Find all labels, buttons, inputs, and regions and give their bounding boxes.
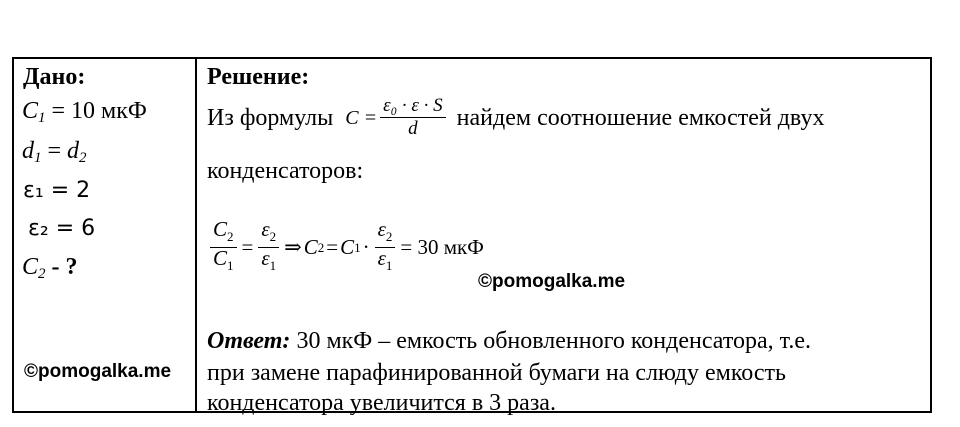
c2-unknown: - ?	[45, 254, 78, 280]
d2-symbol: d	[67, 138, 80, 164]
given-eps1: ε₁ = 2	[23, 178, 91, 203]
capacitance-formula-denominator: d	[408, 118, 418, 139]
ratio-formula: $\frac{C_2}{C_1}$ = $\frac{\varepsilon_2}{\varepsilon_1}$ ⇒ C 2 = C 1 · $\frac{\varepsilon_2}{\varepsilon_1}$ = 30 мкФ	[207, 219, 486, 276]
given-eps2: ε₂ = 6	[28, 216, 96, 241]
capacitance-formula-numerator: ε₀ · ε · S	[380, 95, 446, 118]
c2-symbol: C	[22, 254, 39, 280]
given-column	[14, 59, 195, 411]
d-equals: =	[41, 138, 68, 164]
d1-symbol: d	[22, 138, 34, 164]
c2-term: C	[303, 235, 318, 260]
solution-line-2: конденсаторов:	[207, 158, 364, 184]
c1-value: = 10 мкФ	[45, 98, 147, 124]
answer-line-2: при замене парафинированной бумаги на слюду емкость	[207, 360, 786, 386]
c-ratio-fraction: $\frac{C_2}{C_1}$	[210, 219, 237, 276]
watermark-left: ©pomogalka.me	[24, 361, 172, 382]
result-value: = 30 мкФ	[400, 235, 484, 260]
d2-subscript: 2	[79, 150, 87, 166]
answer-line-3: конденсатора увеличится в 3 раза.	[207, 390, 556, 416]
c1-subscript: 1	[38, 110, 46, 126]
c1-symbol: C	[22, 98, 39, 124]
answer-label: Ответ:	[207, 328, 291, 354]
implies-arrow: ⇒	[284, 235, 302, 260]
answer-text-1: 30 мкФ – емкость обновленного конденсатора, т.е.	[290, 328, 811, 354]
eps-ratio-fraction-2: $\frac{\varepsilon_2}{\varepsilon_1}$	[375, 219, 396, 276]
given-c1	[22, 97, 147, 132]
watermark-right: ©pomogalka.me	[478, 271, 626, 292]
c1-term: C	[340, 235, 355, 260]
d1-subscript: 1	[34, 150, 42, 166]
given-d	[22, 137, 87, 172]
c2-subscript: 2	[38, 266, 46, 282]
equals-sign-1: =	[241, 235, 254, 260]
solution-table	[12, 57, 932, 416]
solution-header: Решение:	[207, 64, 310, 90]
answer-line-1	[207, 327, 811, 355]
solution-column	[197, 59, 930, 416]
solution-line-1	[207, 95, 824, 140]
capacitance-formula-fraction	[380, 95, 446, 140]
capacitance-formula-lhs: C =	[345, 106, 378, 129]
line1-suffix: найдем соотношение емкостей двух	[456, 104, 825, 131]
given-c2	[22, 253, 78, 288]
multiply-dot: ·	[362, 235, 370, 260]
line1-prefix: Из формулы	[207, 104, 334, 131]
equals-sign-2: =	[326, 235, 339, 260]
eps-ratio-fraction-1: $\frac{\varepsilon_2}{\varepsilon_1}$	[258, 219, 279, 276]
given-header: Дано:	[23, 64, 86, 90]
